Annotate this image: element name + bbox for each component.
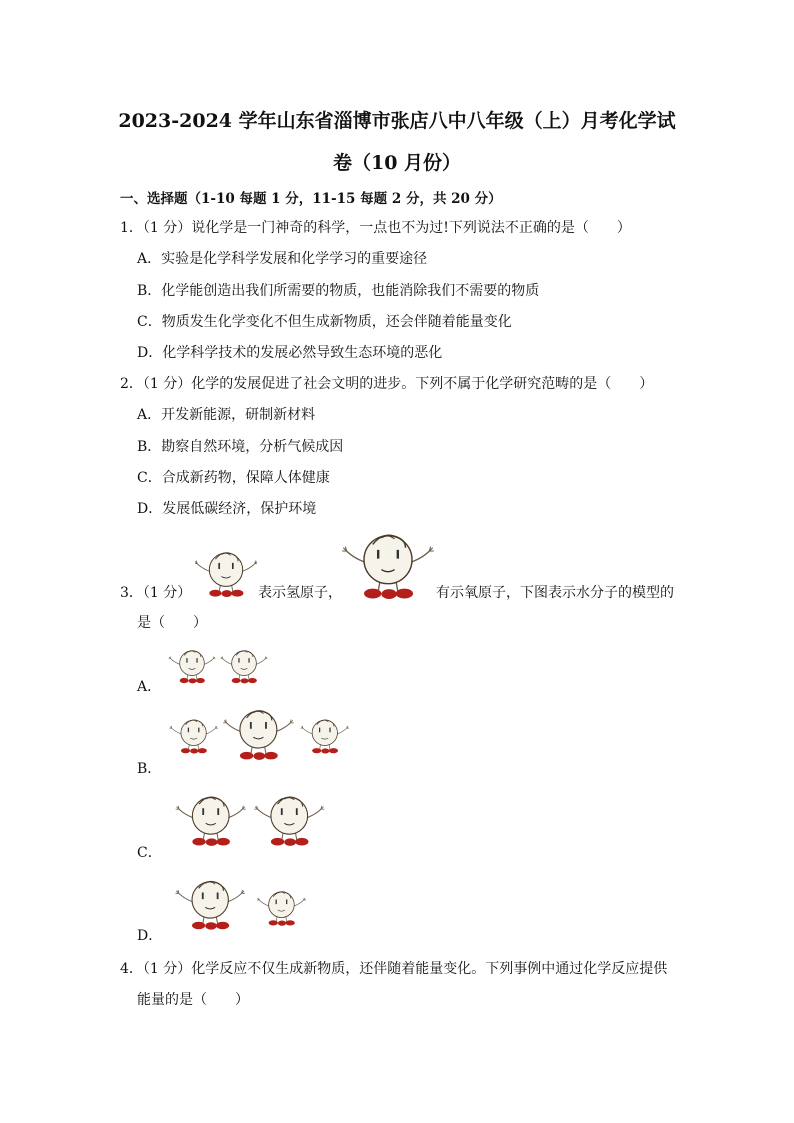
q4-stem-line-2: 能量的是（ ）: [137, 992, 249, 1008]
q3-option-d-model: [160, 872, 330, 944]
q2-option-c: C．合成新药物，保障人体健康: [137, 470, 330, 486]
title-line-1: 2023-2024 学年山东省淄博市张店八中八年级（上）月考化学试: [118, 110, 676, 132]
q2-option-d: D．发展低碳经济，保护环境: [137, 501, 317, 517]
q1-option-a: A．实验是化学科学发展和化学学习的重要途径: [137, 251, 428, 267]
q2-option-b: B．勘察自然环境，分析气候成因: [137, 439, 344, 455]
q3-option-c: C．: [137, 845, 162, 861]
q1-option-c: C．物质发生化学变化不但生成新物质，还会伴随着能量变化: [137, 314, 512, 330]
q3-option-a: A．: [137, 679, 162, 695]
q3-stem-middle: 表示氢原子，: [258, 585, 342, 601]
title-line-2: 卷（10 月份）: [332, 152, 462, 174]
section-heading: 一、选择题（1-10 每题 1 分，11-15 每题 2 分，共 20 分）: [120, 191, 502, 207]
q2-stem: 2．（1 分）化学的发展促进了社会文明的进步。下列不属于化学研究范畴的是（ ）: [120, 376, 654, 392]
hydrogen-atom-icon: [195, 547, 257, 597]
q2-option-a: A．开发新能源，研制新材料: [137, 407, 316, 423]
q4-stem: 4．（1 分）化学反应不仅生成新物质，还伴随着能量变化。下列事例中通过化学反应提供: [120, 961, 668, 977]
q1-option-d: D．化学科学技术的发展必然导致生态环境的恶化: [137, 345, 443, 361]
q3-option-a-model: [160, 644, 280, 692]
q3-option-b: B．: [137, 761, 162, 777]
q3-option-c-model: [160, 788, 340, 860]
q3-stem-line-2: 是（ ）: [137, 615, 207, 631]
q1-stem: 1．（1 分）说化学是一门神奇的科学，一点也不为过!下列说法不正确的是（ ）: [120, 220, 631, 236]
q3-stem-suffix: 有示氧原子，下图表示水分子的模型的: [436, 585, 674, 601]
oxygen-atom-icon: [338, 527, 438, 599]
q1-option-b: B．化学能创造出我们所需要的物质，也能消除我们不需要的物质: [137, 283, 540, 299]
q3-stem-prefix: 3．（1 分）: [120, 585, 192, 601]
q3-option-d: D．: [137, 928, 163, 944]
q3-option-b-model: [160, 704, 360, 776]
